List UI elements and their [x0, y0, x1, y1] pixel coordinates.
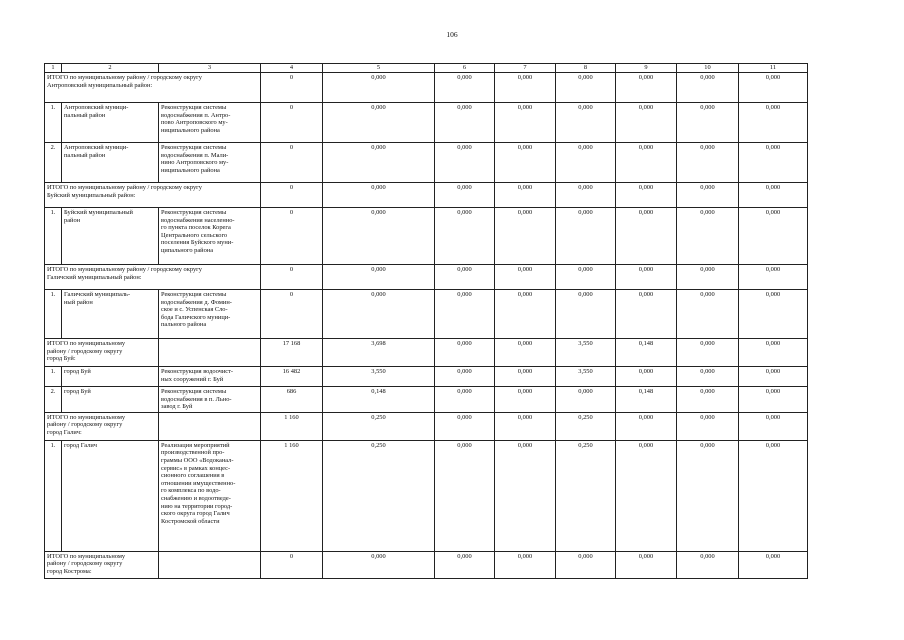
column-header: 11	[739, 64, 808, 73]
text-line: ского округа город Галич	[161, 510, 230, 518]
text-line: Центрального сельского	[161, 231, 228, 239]
value-cell: 0,000	[616, 412, 677, 440]
table-row	[45, 440, 808, 551]
value-cell: 0	[261, 208, 323, 265]
text-line: ИТОГО по муниципальному району / городскому округу	[47, 184, 202, 191]
value-cell: 0,000	[556, 143, 616, 183]
value-cell: 0,000	[677, 339, 739, 367]
value-cell: 0,000	[616, 551, 677, 578]
text-line: Реконструкция системы	[161, 388, 227, 395]
text-line: нию на территории город-	[161, 502, 233, 510]
subtotal-label	[45, 73, 261, 103]
value-cell: 0,000	[739, 367, 808, 387]
table-row	[45, 103, 808, 143]
text-line: водоснабжения п. Мали-	[161, 151, 229, 159]
value-cell: 0,000	[435, 551, 495, 578]
value-cell: 0,000	[677, 440, 739, 551]
value-cell: 0,000	[495, 440, 556, 551]
value-cell: 0,000	[616, 367, 677, 387]
value-cell: 0,000	[677, 143, 739, 183]
value-cell: 0,000	[323, 551, 435, 578]
value-cell: 0,000	[495, 183, 556, 208]
value-cell: 0	[261, 103, 323, 143]
value-cell: 0,000	[556, 183, 616, 208]
text-line: город Галич:	[47, 428, 82, 436]
text-line: бода Галичского муници-	[161, 313, 231, 321]
value-cell: 0,000	[739, 208, 808, 265]
text-line: водоснабжения в п. Льно-	[161, 395, 232, 403]
value-cell: 0,000	[323, 290, 435, 339]
text-line: пово Антроповского му-	[161, 119, 228, 127]
value-cell: 0,000	[739, 103, 808, 143]
value-cell: 1 160	[261, 440, 323, 551]
value-cell: 1 160	[261, 412, 323, 440]
value-cell: 0,000	[495, 412, 556, 440]
value-cell: 0,000	[495, 339, 556, 367]
project-description	[159, 387, 261, 413]
column-header: 3	[159, 64, 261, 73]
text-line: поселения Буйского муни-	[161, 239, 234, 247]
value-cell: 0,000	[739, 440, 808, 551]
value-cell: 3,550	[556, 339, 616, 367]
subtotal-row	[45, 412, 808, 440]
value-cell: 0,000	[495, 265, 556, 290]
value-cell: 0,000	[616, 290, 677, 339]
value-cell: 0,000	[495, 290, 556, 339]
column-header: 9	[616, 64, 677, 73]
text-line: го комплекса по водо-	[161, 487, 221, 495]
value-cell: 0,000	[495, 143, 556, 183]
value-cell: 0	[261, 183, 323, 208]
text-line: водоснабжения п. Антро-	[161, 111, 231, 119]
text-line: Реконструкция системы	[161, 104, 227, 111]
text-line: району / городскому округу	[47, 347, 123, 355]
value-cell: 0	[261, 551, 323, 578]
table-row	[45, 290, 808, 339]
value-cell: 0,000	[739, 551, 808, 578]
value-cell: 0,000	[739, 265, 808, 290]
value-cell: 0,000	[435, 367, 495, 387]
empty-cell	[159, 551, 261, 578]
value-cell: 0,000	[495, 208, 556, 265]
text-line: район	[64, 216, 81, 224]
value-cell: 0,000	[435, 440, 495, 551]
value-cell: 0,000	[677, 367, 739, 387]
project-description	[159, 103, 261, 143]
value-cell: 0,250	[556, 412, 616, 440]
value-cell: 0,000	[556, 208, 616, 265]
value-cell: 0,000	[739, 290, 808, 339]
subtotal-row	[45, 265, 808, 290]
text-line: ных сооружений г. Буй	[161, 375, 224, 383]
project-description	[159, 290, 261, 339]
value-cell: 0,000	[556, 73, 616, 103]
value-cell: 0,000	[616, 143, 677, 183]
text-line: пальный район	[64, 151, 106, 159]
value-cell: 0,000	[556, 387, 616, 413]
row-number: 2.	[45, 143, 62, 183]
value-cell: 0,000	[556, 551, 616, 578]
text-line: производственной про-	[161, 449, 225, 457]
value-cell: 0,000	[739, 183, 808, 208]
value-cell: 0,000	[435, 265, 495, 290]
column-header: 7	[495, 64, 556, 73]
value-cell: 0,250	[323, 440, 435, 551]
value-cell: 0	[261, 73, 323, 103]
subtotal-label	[45, 339, 159, 367]
value-cell: 0,000	[677, 412, 739, 440]
row-number: 1.	[45, 208, 62, 265]
value-cell: 0,000	[435, 339, 495, 367]
value-cell: 0,000	[616, 208, 677, 265]
value-cell: 0,000	[323, 183, 435, 208]
table-row	[45, 367, 808, 387]
empty-cell	[159, 339, 261, 367]
column-header: 6	[435, 64, 495, 73]
text-line: пального района	[161, 321, 207, 329]
text-line: ИТОГО по муниципальному	[47, 552, 126, 560]
value-cell: 0,000	[739, 143, 808, 183]
column-header: 10	[677, 64, 739, 73]
text-line: снабжению и водоотведе-	[161, 494, 231, 502]
text-line: ИТОГО по муниципальному	[47, 340, 126, 347]
text-line: Реконструкция системы	[161, 209, 227, 216]
column-header: 2	[62, 64, 159, 73]
text-line: Галичский муниципаль-	[64, 291, 131, 298]
value-cell: 0,000	[495, 367, 556, 387]
text-line: Реконструкция системы	[161, 291, 227, 298]
text-line: району / городскому округу	[47, 560, 123, 568]
text-line: ниципального района	[161, 126, 220, 134]
text-line: сервис» в рамках концес-	[161, 464, 231, 472]
column-header: 8	[556, 64, 616, 73]
text-line: город Кострома:	[47, 567, 92, 575]
value-cell: 0,250	[556, 440, 616, 551]
municipality-name	[62, 103, 159, 143]
value-cell: 0,000	[495, 551, 556, 578]
subtotal-label	[45, 183, 261, 208]
municipality-name	[62, 143, 159, 183]
text-line: Реализация мероприятий	[161, 441, 230, 449]
value-cell: 0,000	[323, 73, 435, 103]
value-cell: 0,000	[739, 339, 808, 367]
table-row	[45, 143, 808, 183]
value-cell: 0,148	[323, 387, 435, 413]
text-line: пальный район	[64, 111, 106, 119]
value-cell: 0,000	[677, 208, 739, 265]
text-line: город Буй	[64, 368, 91, 375]
text-line: ИТОГО по муниципальному району / городскому округу	[47, 74, 202, 81]
value-cell: 0,000	[616, 73, 677, 103]
value-cell: 0,000	[323, 265, 435, 290]
value-cell: 0,000	[677, 387, 739, 413]
value-cell: 0,000	[495, 103, 556, 143]
row-number: 1.	[45, 290, 62, 339]
empty-cell	[159, 412, 261, 440]
page-number: 106	[446, 30, 458, 39]
text-line: водоснабжения населенно-	[161, 216, 235, 224]
text-line: ское и с. Успенская Сло-	[161, 306, 228, 314]
subtotal-row	[45, 551, 808, 578]
text-line: завод г. Буй	[161, 403, 193, 411]
text-line: граммы ООО «Водоканал-	[161, 456, 234, 464]
subtotal-label	[45, 265, 261, 290]
row-number: 2.	[45, 387, 62, 413]
value-cell: 0,000	[616, 265, 677, 290]
text-line: Галичский муниципальный район:	[47, 273, 142, 281]
text-line: ный район	[64, 298, 93, 306]
municipality-name	[62, 208, 159, 265]
text-line: Костромской области	[161, 517, 220, 525]
municipality-name	[62, 290, 159, 339]
value-cell: 0,000	[677, 73, 739, 103]
value-cell: 0,000	[616, 183, 677, 208]
text-line: сионного соглашения в	[161, 472, 225, 480]
text-line: ниципального района	[161, 166, 220, 174]
header-row	[45, 64, 808, 73]
subtotal-row	[45, 339, 808, 367]
project-description	[159, 440, 261, 551]
value-cell: 0,000	[616, 103, 677, 143]
project-description	[159, 143, 261, 183]
text-line: отношении имущественно-	[161, 479, 236, 487]
value-cell: 0,000	[677, 265, 739, 290]
municipality-name	[62, 367, 159, 387]
subtotal-label	[45, 551, 159, 578]
value-cell: 686	[261, 387, 323, 413]
text-line: Буйский муниципальный район:	[47, 191, 136, 199]
value-cell: 0,000	[323, 143, 435, 183]
value-cell: 3,550	[323, 367, 435, 387]
value-cell: 0,250	[323, 412, 435, 440]
value-cell: 0,000	[323, 208, 435, 265]
text-line: водоснабжения д. Фомин-	[161, 298, 232, 306]
table-row	[45, 208, 808, 265]
project-description	[159, 208, 261, 265]
subtotal-row	[45, 73, 808, 103]
value-cell: 17 168	[261, 339, 323, 367]
value-cell: 0,000	[495, 73, 556, 103]
value-cell: 0,000	[739, 387, 808, 413]
text-line: Антроповский муниципальный район:	[47, 81, 153, 89]
project-description	[159, 367, 261, 387]
value-cell: 0,000	[677, 551, 739, 578]
row-number: 1.	[45, 103, 62, 143]
value-cell: 0	[261, 265, 323, 290]
value-cell: 0,000	[435, 143, 495, 183]
value-cell: 0,000	[435, 412, 495, 440]
text-line: Антроповский муници-	[64, 104, 129, 111]
text-line: город Галич	[64, 441, 97, 449]
municipality-name	[62, 440, 159, 551]
value-cell: 0,000	[435, 387, 495, 413]
value-cell: 0,148	[616, 339, 677, 367]
row-number: 1.	[45, 440, 62, 551]
value-cell: 0,000	[435, 103, 495, 143]
value-cell: 3,698	[323, 339, 435, 367]
text-line: ИТОГО по муниципальному	[47, 413, 126, 421]
column-header: 5	[323, 64, 435, 73]
subtotal-row	[45, 183, 808, 208]
text-line: нино Антроповского му-	[161, 159, 229, 167]
value-cell: 0,000	[556, 290, 616, 339]
text-line: ципального района	[161, 246, 214, 254]
value-cell: 3,550	[556, 367, 616, 387]
value-cell: 0	[261, 290, 323, 339]
value-cell: 0,000	[435, 73, 495, 103]
value-cell: 0,000	[739, 73, 808, 103]
text-line: Реконструкция системы	[161, 144, 227, 151]
column-header: 4	[261, 64, 323, 73]
text-line: город Буй	[64, 388, 91, 395]
value-cell: 0,000	[739, 412, 808, 440]
municipality-name	[62, 387, 159, 413]
value-cell: 0,000	[495, 387, 556, 413]
subtotal-label	[45, 412, 159, 440]
value-cell: 0,000	[677, 103, 739, 143]
text-line: город Буй:	[47, 355, 76, 363]
column-header: 1	[45, 64, 62, 73]
table-row	[45, 387, 808, 413]
text-line: ИТОГО по муниципальному району / городскому округу	[47, 266, 202, 273]
row-number: 1.	[45, 367, 62, 387]
value-cell: 0,000	[323, 103, 435, 143]
investment-table	[44, 63, 808, 579]
value-cell: 0	[261, 143, 323, 183]
value-cell: 0,000	[556, 103, 616, 143]
value-cell: 0,000	[435, 208, 495, 265]
value-cell: 0,000	[677, 290, 739, 339]
text-line: Антроповский муници-	[64, 144, 129, 151]
value-cell: 0,000	[435, 183, 495, 208]
value-cell: 0,000	[616, 440, 677, 551]
value-cell: 16 482	[261, 367, 323, 387]
text-line: го пункта поселок Корега	[161, 224, 231, 232]
value-cell: 0,148	[616, 387, 677, 413]
value-cell: 0,000	[435, 290, 495, 339]
text-line: району / городскому округу	[47, 421, 123, 429]
text-line: Реконструкция водоочист-	[161, 368, 234, 375]
text-line: Буйский муниципальный	[64, 209, 133, 216]
value-cell: 0,000	[677, 183, 739, 208]
value-cell: 0,000	[556, 265, 616, 290]
